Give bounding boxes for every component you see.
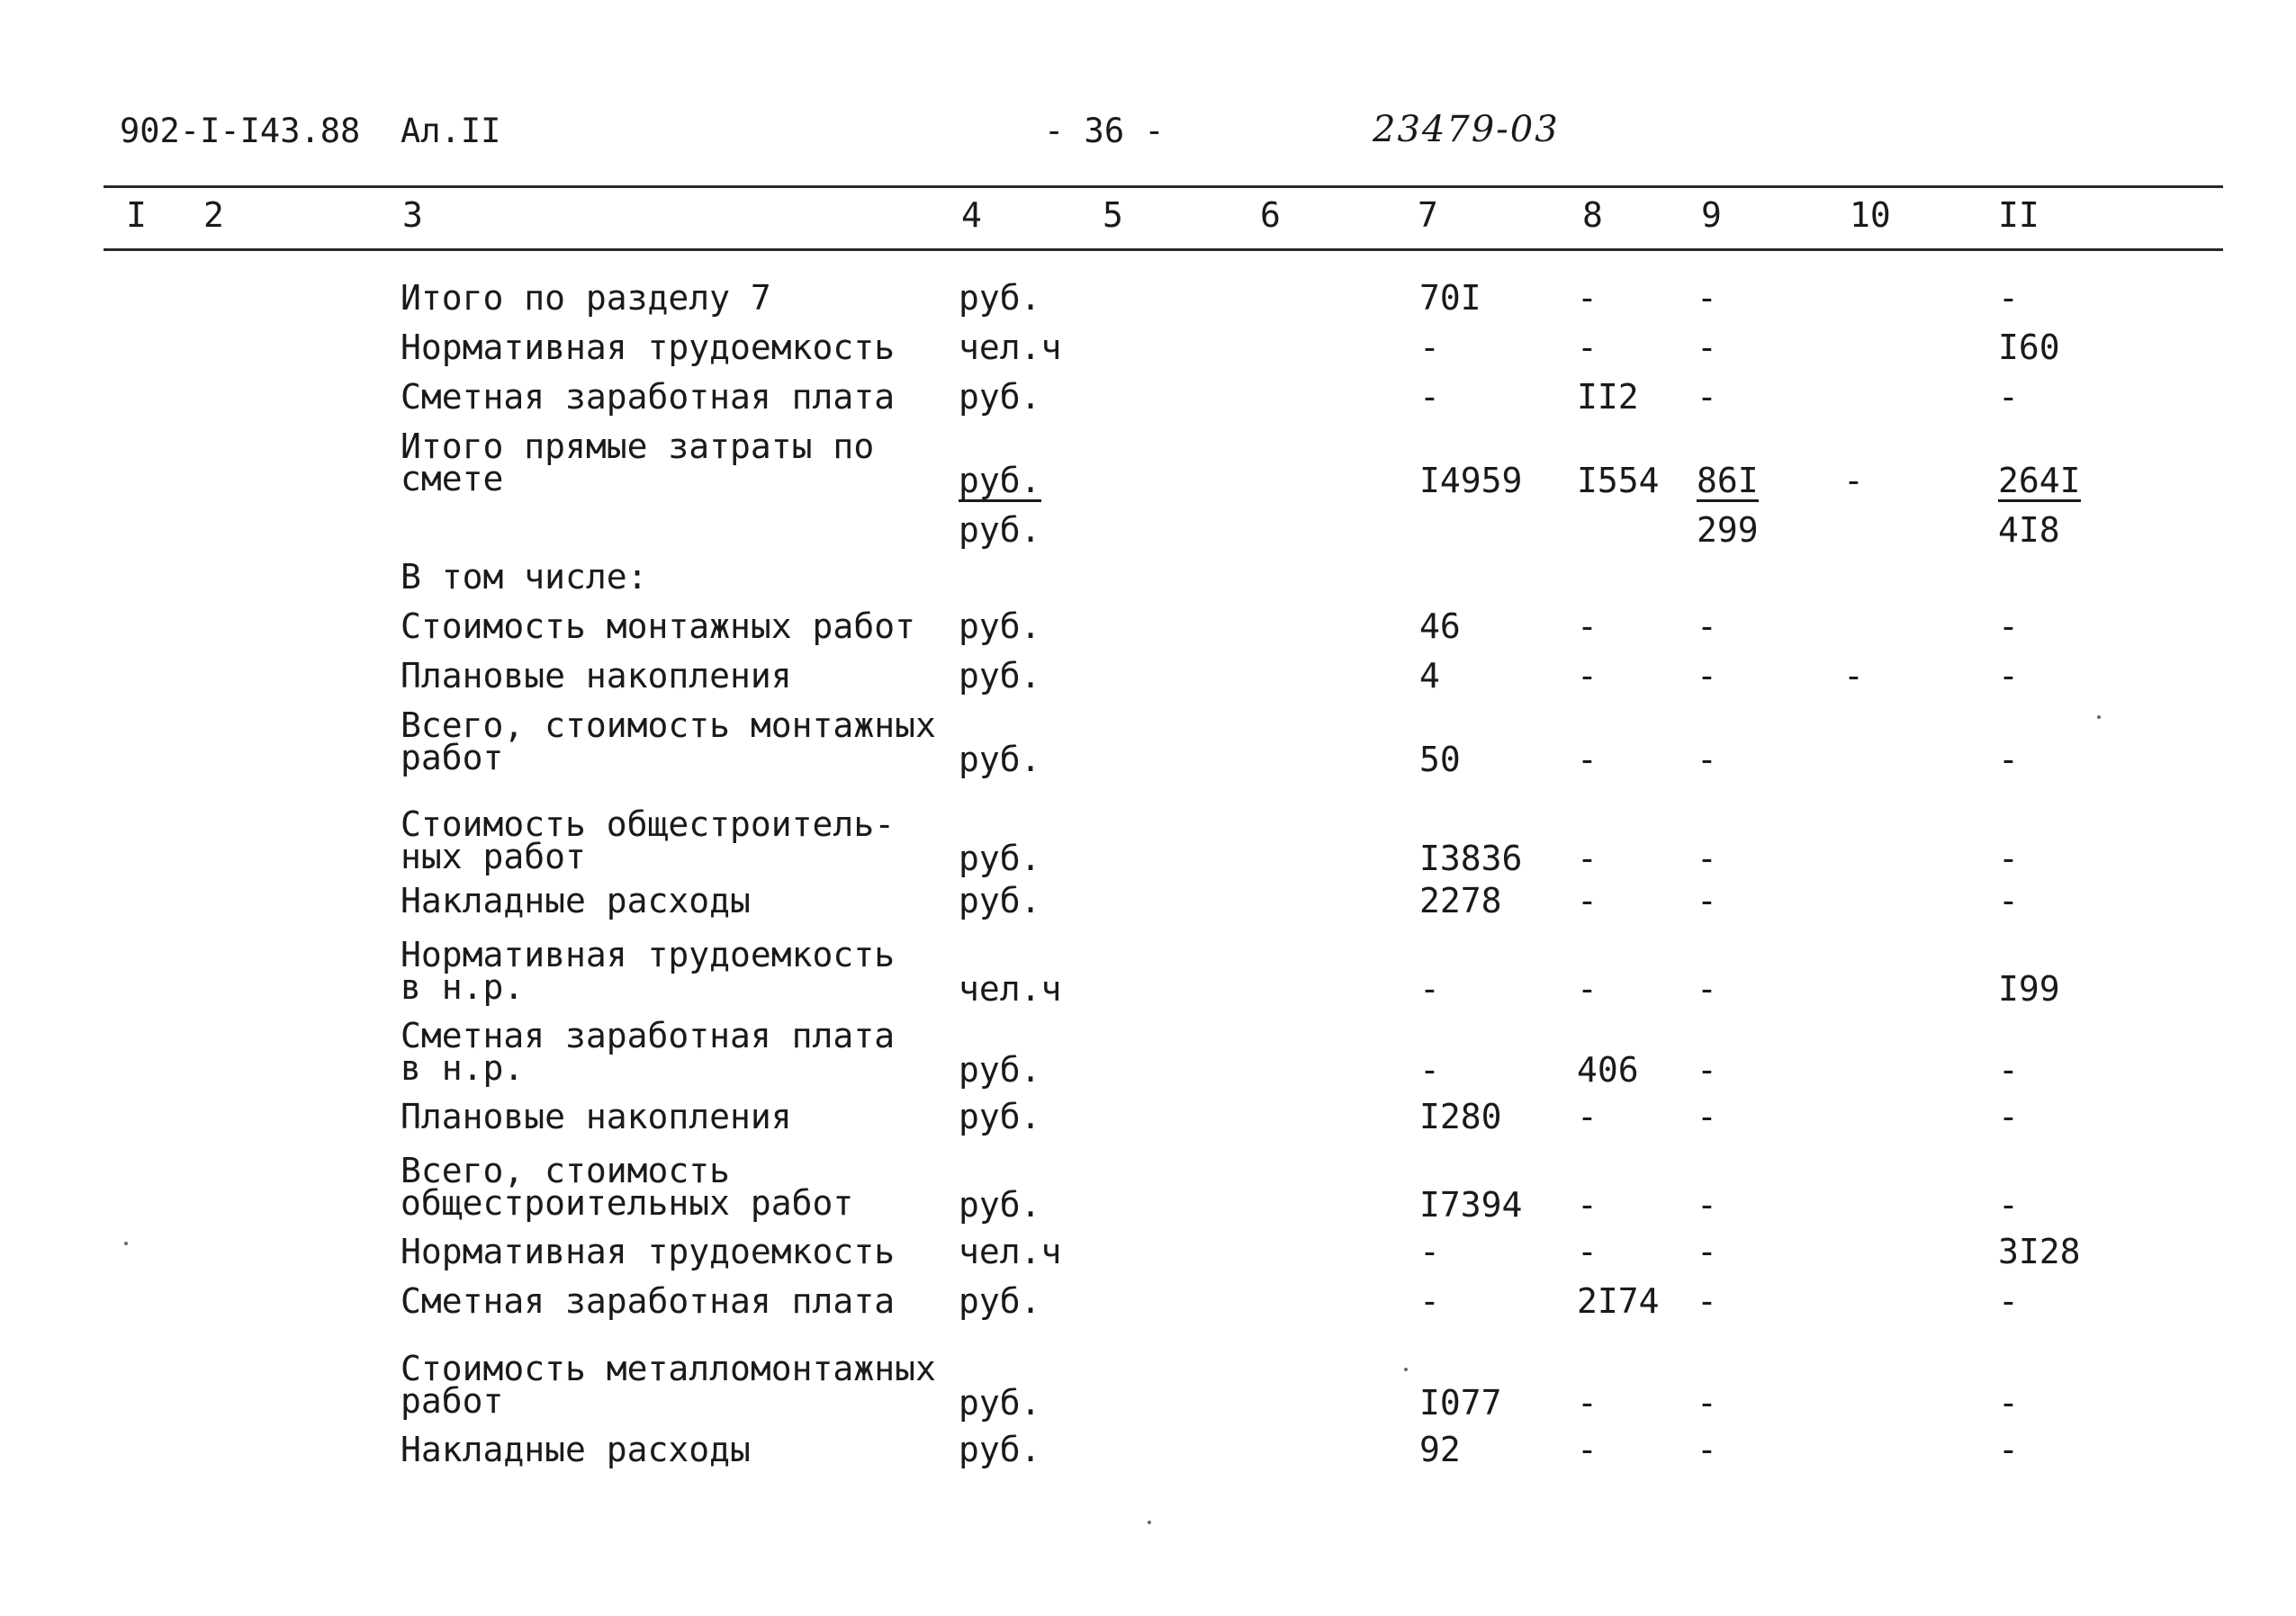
unit-cell: чел.ч [959, 328, 1062, 367]
cost-cell: 46 [1419, 606, 1461, 646]
machine-cell: - [1697, 1050, 1717, 1090]
row-label: общестроительных работ [401, 1183, 854, 1223]
cost-cell: I3836 [1419, 839, 1523, 878]
col10-cell: - [1843, 461, 1864, 500]
machine-cell: - [1697, 881, 1717, 920]
unit-cell: руб. [959, 1383, 1041, 1423]
row-label: работ [401, 1381, 504, 1421]
machine-cell: - [1697, 1430, 1717, 1469]
wage-cell: - [1577, 1383, 1598, 1423]
column-number: 8 [1582, 195, 1603, 235]
wage-cell: - [1577, 1097, 1598, 1136]
unit-cell: руб. [959, 656, 1041, 696]
unit-cell: руб. [959, 1050, 1041, 1090]
labor-cell: I99 [1998, 969, 2060, 1009]
row-label: ных работ [401, 837, 586, 876]
labor-cell: 3I28 [1998, 1232, 2081, 1271]
labor-cell: - [1998, 1050, 2019, 1090]
column-number: 7 [1418, 195, 1438, 235]
machine-cell: 299 [1697, 510, 1759, 550]
cost-cell: 2278 [1419, 881, 1502, 920]
row-label: Плановые накопления [401, 656, 792, 696]
row-label: Накладные расходы [401, 881, 751, 920]
cost-cell: - [1419, 969, 1440, 1009]
column-number: II [1998, 195, 2039, 235]
column-number: 4 [961, 195, 982, 235]
column-number: 3 [402, 195, 423, 235]
machine-cell: - [1697, 1383, 1717, 1423]
labor-cell: - [1998, 606, 2019, 646]
cost-cell: 70I [1419, 278, 1481, 318]
labor-cell: 264I [1998, 461, 2081, 500]
row-label: Всего, стоимость [401, 1151, 731, 1190]
row-label: Стоимость монтажных работ [401, 606, 915, 646]
machine-cell: - [1697, 1185, 1717, 1225]
unit-cell: руб. [959, 1281, 1041, 1321]
row-label: Плановые накопления [401, 1097, 792, 1136]
machine-cell: - [1697, 1281, 1717, 1321]
labor-cell: - [1998, 278, 2019, 318]
row-label: Сметная заработная плата [401, 1016, 896, 1055]
scan-speck [2097, 715, 2101, 719]
unit-cell: руб. [959, 740, 1041, 779]
wage-cell: 406 [1577, 1050, 1639, 1090]
unit-cell: руб. [959, 510, 1041, 550]
labor-cell: - [1998, 740, 2019, 779]
labor-cell: - [1998, 1281, 2019, 1321]
cost-cell: - [1419, 377, 1440, 417]
album-number: Ал.II [401, 112, 501, 150]
wage-cell: II2 [1577, 377, 1639, 417]
labor-cell: - [1998, 1383, 2019, 1423]
machine-cell: - [1697, 1232, 1717, 1271]
row-label: работ [401, 738, 504, 777]
row-label: Стоимость общестроитель- [401, 804, 896, 844]
cost-cell: - [1419, 328, 1440, 367]
cost-cell: - [1419, 1050, 1440, 1090]
scan-speck [1148, 1521, 1151, 1524]
document-code: 902-I-I43.88 [120, 112, 361, 150]
machine-cell: - [1697, 278, 1717, 318]
row-label: Сметная заработная плата [401, 377, 896, 417]
cost-cell: - [1419, 1232, 1440, 1271]
cost-cell: 50 [1419, 740, 1461, 779]
row-label: Нормативная трудоемкость [401, 1232, 896, 1271]
wage-cell: - [1577, 881, 1598, 920]
cost-cell: 92 [1419, 1430, 1461, 1469]
labor-cell: - [1998, 377, 2019, 417]
column-number: 10 [1850, 195, 1891, 235]
row-label: Нормативная трудоемкость [401, 328, 896, 367]
row-label: В том числе: [401, 557, 648, 597]
wage-cell: I554 [1577, 461, 1660, 500]
unit-cell: руб. [959, 839, 1041, 878]
labor-cell: - [1998, 1430, 2019, 1469]
col10-cell: - [1843, 656, 1864, 696]
scan-speck [1404, 1368, 1408, 1371]
row-label: Нормативная трудоемкость [401, 935, 896, 974]
labor-cell: - [1998, 881, 2019, 920]
wage-cell: - [1577, 969, 1598, 1009]
row-label: Итого по разделу 7 [401, 278, 771, 318]
page-number: - 36 - [1044, 112, 1165, 150]
wage-cell: - [1577, 839, 1598, 878]
machine-cell: - [1697, 606, 1717, 646]
wage-cell: - [1577, 656, 1598, 696]
row-label: Сметная заработная плата [401, 1281, 896, 1321]
cost-cell: I077 [1419, 1383, 1502, 1423]
wage-cell: - [1577, 278, 1598, 318]
wage-cell: - [1577, 740, 1598, 779]
column-number: 2 [203, 195, 224, 235]
row-label: Итого прямые затраты по [401, 426, 875, 466]
machine-cell: - [1697, 1097, 1717, 1136]
machine-cell: - [1697, 839, 1717, 878]
wage-cell: 2I74 [1577, 1281, 1660, 1321]
unit-cell: чел.ч [959, 969, 1062, 1009]
labor-cell: - [1998, 1097, 2019, 1136]
machine-cell: 86I [1697, 461, 1759, 500]
row-label: Накладные расходы [401, 1430, 751, 1469]
column-number: 6 [1260, 195, 1281, 235]
scan-speck [124, 1242, 128, 1245]
labor-cell: - [1998, 656, 2019, 696]
wage-cell: - [1577, 1232, 1598, 1271]
cost-cell: I7394 [1419, 1185, 1523, 1225]
machine-cell: - [1697, 328, 1717, 367]
unit-cell: руб. [959, 278, 1041, 318]
unit-cell: руб. [959, 1430, 1041, 1469]
machine-cell: - [1697, 656, 1717, 696]
column-number: 5 [1103, 195, 1123, 235]
unit-cell: руб. [959, 377, 1041, 417]
wage-cell: - [1577, 1430, 1598, 1469]
wage-cell: - [1577, 1185, 1598, 1225]
machine-cell: - [1697, 377, 1717, 417]
labor-cell: 4I8 [1998, 510, 2060, 550]
row-label: в н.р. [401, 967, 525, 1007]
row-label: в н.р. [401, 1048, 525, 1088]
cost-cell: I280 [1419, 1097, 1502, 1136]
cost-cell: - [1419, 1281, 1440, 1321]
unit-cell: руб. [959, 461, 1041, 500]
labor-cell: I60 [1998, 328, 2060, 367]
unit-cell: руб. [959, 606, 1041, 646]
column-number: I [126, 195, 147, 235]
row-label: Стоимость металломонтажных [401, 1349, 936, 1388]
unit-cell: руб. [959, 1185, 1041, 1225]
column-number: 9 [1701, 195, 1722, 235]
labor-cell: - [1998, 1185, 2019, 1225]
row-label: Всего, стоимость монтажных [401, 705, 936, 745]
labor-cell: - [1998, 839, 2019, 878]
wage-cell: - [1577, 328, 1598, 367]
cost-cell: I4959 [1419, 461, 1523, 500]
table-header-rule [104, 248, 2223, 251]
wage-cell: - [1577, 606, 1598, 646]
inventory-number: 23479-03 [1373, 109, 1560, 150]
unit-cell: руб. [959, 881, 1041, 920]
machine-cell: - [1697, 969, 1717, 1009]
row-label: смете [401, 459, 504, 498]
table-top-rule [104, 185, 2223, 188]
machine-cell: - [1697, 740, 1717, 779]
unit-cell: руб. [959, 1097, 1041, 1136]
unit-cell: чел.ч [959, 1232, 1062, 1271]
cost-cell: 4 [1419, 656, 1440, 696]
